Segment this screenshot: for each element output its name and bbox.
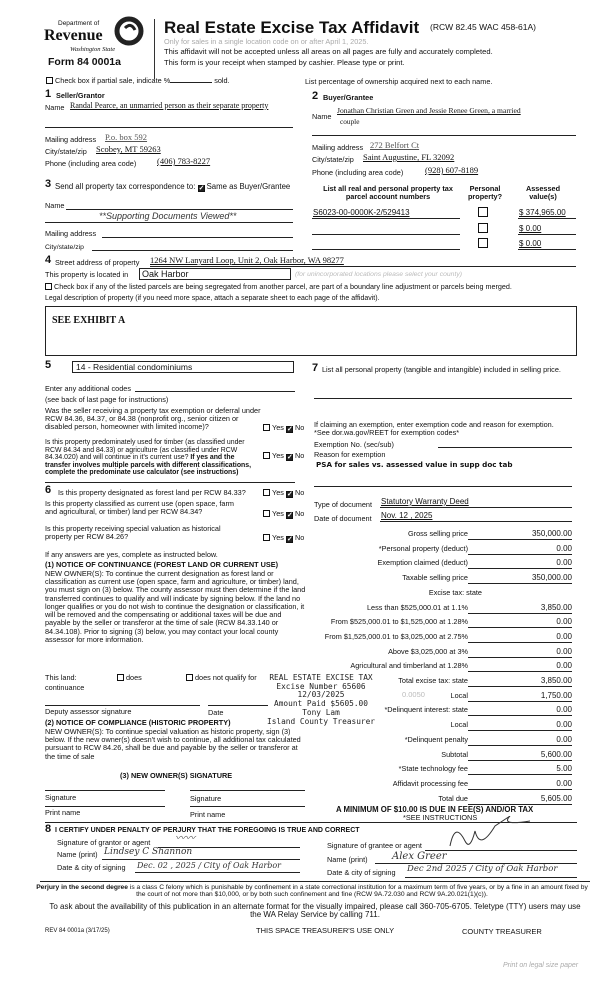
tax-label: Local [450,720,468,730]
seller-name-field[interactable]: Randal Pearce, an unmarried person as their separate property [70,101,269,110]
grantor-signature[interactable]: 〰〰 [175,833,195,844]
located-label: This property is located in [45,270,129,279]
does [117,674,142,682]
deputy-label: Deputy assessor signature [45,707,132,716]
tax-value[interactable]: 0.00 [556,617,572,627]
tax-line [468,554,572,555]
grantor-date-label: Date & city of signing [57,863,126,872]
seller-name-label: Name [45,103,65,112]
personal-property-checkbox[interactable] [478,238,488,248]
land-use-select[interactable]: 14 - Residential condominiums [72,361,294,373]
segregate [45,283,512,291]
corr-mail-line [102,237,293,238]
grantee-date-line [405,877,577,878]
corr-city-line [92,250,293,251]
treasurer-use: THIS SPACE TREASURER'S USE ONLY [256,926,395,935]
legal-description-field[interactable] [45,306,577,356]
perjury-notice [32,884,592,899]
sig-label-2: Signature [190,794,222,803]
no-label: No [294,423,305,432]
tax-label: From $525,000.01 to $1,525,000 at 1.28% [330,617,468,627]
doc-date-field[interactable]: Nov. 12 , 2025 [381,511,433,520]
perjury-bold: Perjury in the second degree [36,884,128,891]
assessed-header-line2: value(s) [529,192,557,202]
street-address-field[interactable]: 1264 NW Lanyard Loop, Unit 2, Oak Harbor, WA 98277 [150,255,344,265]
rcw-reference: (RCW 82.45 WAC 458-61A) [430,22,536,32]
yes-checkbox[interactable] [263,452,270,459]
q-exemption-yesno [263,424,304,433]
grantor-date-line [135,872,300,873]
section-3-number: 3 [45,178,52,190]
tax-line [468,583,572,584]
yes-checkbox[interactable] [263,489,270,496]
legal-label: Legal description of property (if you need more space, attach a separate sheet to each page of the affidavit). [45,295,380,302]
logo-dept: Department of [58,20,100,27]
tax-line [468,774,572,775]
no-label: No [294,451,305,460]
stamp-line-3: 12/03/2025 [297,690,345,700]
grantee-name-field[interactable]: Alex Greer [392,851,447,862]
grantee-date-label: Date & city of signing [327,868,396,877]
doc-date-label: Date of document [314,514,372,523]
tax-line [468,657,572,658]
yes-checkbox[interactable] [263,510,270,517]
perjury-text: is a class C felony which is punishable by confinement in a state correctional institution for a maximum term of five years, or by a fine in an amount fixed by the court of not more than $10,000, or by both such confinement and fine (RCW 9A.72.030 and RCW 9A.20.021(1)(c)). [129,884,588,899]
tax-line [468,627,572,628]
tax-label: *State technology fee [398,764,468,774]
stamp-line-4: Amount Paid $5605.00 [274,699,368,709]
parcel-line [312,218,460,219]
list-pct-note: List percentage of ownership acquired next to each name. [305,77,493,86]
tax-label: Affidavit processing fee [392,778,468,788]
buyer-name-label: Name [312,112,332,121]
no-label: No [294,488,305,497]
yes-checkbox[interactable] [263,424,270,431]
tax-value[interactable]: 0.00 [556,631,572,641]
tax-value[interactable]: 3,850.00 [540,602,572,612]
no-checkbox[interactable]: ✓ [286,512,293,519]
grantee-sig-label: Signature of grantee or agent [327,841,422,850]
personal-header-line1: Personal [469,184,501,193]
tax-line [468,789,572,790]
corr-name-label: Name [45,201,65,210]
section-8-number: 8 [45,823,52,835]
local-rate: 0.0050 [402,690,425,699]
seller-mail-field[interactable]: P.o. box 592 [105,132,148,142]
tax-line [468,686,572,687]
grantor-name-line [102,859,300,860]
tax-label: Local [450,690,468,700]
q-timber-text: Is this property predominately used for timber (as classified under RCW 84.34 and 84.33) or agriculture (as classified under RCW 84.34.020) and will continue in it's current use? [45,439,245,462]
doc-type-field[interactable]: Statutory Warranty Deed [381,497,469,506]
tax-value[interactable]: 350,000.00 [531,573,572,583]
stamp-line-1: REAL ESTATE EXCISE TAX [269,673,373,682]
buyer-mail-label: Mailing address [312,143,364,152]
personal-property-line[interactable] [314,398,572,399]
date-line[interactable] [208,705,268,706]
divider-5-6 [45,482,295,483]
alt-format-notice: To ask about the availability of this publication in an alternate format for the visually impaired, please call 360-705-6705. Teletype (TTY) users may use the WA Relay Service by calling 711. [49,902,581,920]
stamp-line-2: Excise Number 65606 [276,681,366,691]
supporting-docs-stamp: **Supporting Documents Viewed** [99,211,237,221]
assessed-header-line1: Assessed [525,184,561,193]
q-forest-yesno [263,489,304,498]
owner-signature-2[interactable] [190,790,305,791]
tax-line [468,715,572,716]
doc-type-line [380,507,572,508]
partial-sale [46,77,230,85]
grantee-signature[interactable] [440,816,560,852]
tax-value[interactable]: 1,750.00 [540,690,572,700]
exemption-note: If claiming an exemption, enter exemption code and reason for exemption. *See dor.wa.gov/REET for exemption codes* [314,420,554,438]
tax-value[interactable]: 3,850.00 [540,676,572,685]
yes-label: Yes [272,509,284,518]
tax-value[interactable]: 0.00 [556,734,572,744]
assessed-line [518,218,576,219]
notice-3-title: (3) NEW OWNER(S) SIGNATURE [120,771,233,780]
q-current-use: Is this property classified as current use (open space, farm and agricultural, or timber) land per RCW 84.34? [45,499,234,517]
no-checkbox[interactable]: ✓ [286,426,293,433]
tax-label: From $1,525,000.01 to $3,025,000 at 2.75% [324,631,468,641]
no-label: No [294,509,305,518]
page-title: Real Estate Excise Tax Affidavit [164,18,420,37]
dor-logo-icon [114,16,144,46]
section-7-number: 7 [312,362,319,374]
partial-label: Check box if partial sale, indicate % [55,76,171,85]
legal-size-note: Print on legal size paper [503,962,579,969]
seller-phone-label: Phone (including area code) [45,159,137,168]
grantee-sig-line [425,850,577,851]
street-line [150,266,576,267]
q-current-use-yesno [263,510,304,519]
grantor-name-label: Name (print) [57,850,98,859]
buyer-name-cont: couple [340,117,360,126]
doc-date-line [380,521,572,522]
owner-print-2[interactable] [190,806,305,807]
tax-label: Above $3,025,000 at 3% [388,646,468,656]
assessed-value-field[interactable]: $ 0.00 [519,223,542,233]
notice-2-title: (2) NOTICE OF COMPLIANCE (HISTORIC PROPERTY) [45,718,231,727]
deputy-date-label: Date [208,708,224,717]
tax-label: Total due [438,793,468,803]
form-number: Form 84 0001a [48,56,121,68]
stamp-line-5: Tony Lam [302,707,340,717]
yes-checkbox[interactable] [263,534,270,541]
tax-line [468,760,572,761]
tax-line [468,539,572,540]
grantor-name-field[interactable]: Lindsey C Shannon [104,847,193,857]
corr-line [45,222,293,223]
tax-value[interactable]: 0.00 [556,720,572,730]
location-hint: (for unincorporated locations please select your county) [295,271,462,278]
q-exemption: Was the seller receiving a property tax exemption or deferral under RCW 84.36, 84.37, or 84.38 (nonprofit org., senior citizen or disabled person, homeowner with limited income)? [45,406,261,432]
q-timber-yesno [263,452,304,461]
section-1-number: 1 [45,88,52,100]
tax-label: *Delinquent penalty [404,734,468,744]
continuance: continuance [45,683,85,692]
buyer-phone-field[interactable]: (928) 607-8189 [425,165,479,175]
corr-city-label: City/state/zip [45,244,84,251]
notice-1-title: (1) NOTICE OF CONTINUANCE (FOREST LAND OR CURRENT USE) [45,560,279,569]
assessed-value-field[interactable]: $ 0.00 [519,239,542,248]
buyer-city-field[interactable]: Saint Augustine, FL 32092 [363,152,455,162]
seller-title: Seller/Grantor [56,91,105,100]
grantee-name-label: Name (print) [327,855,368,864]
corr-name-line [66,209,293,210]
parcel-number-field[interactable]: S6023-00-0000K-2/529413 [313,208,410,217]
parcel-line [312,234,460,235]
buyer-mail-field[interactable]: 272 Belfort Ct [370,140,420,150]
tax-line [468,613,572,614]
tax-label: Excise tax: state [428,587,482,597]
segregate-checkbox[interactable] [45,283,52,290]
tax-value[interactable]: 0.00 [556,543,572,553]
doc-type-label: Type of document [314,500,373,509]
grantor-date-field[interactable]: Dec. 02 , 2025 / City of Oak Harbor [137,861,281,870]
header-divider [154,19,155,79]
seller-name-line2 [45,127,293,128]
divider-footer [40,881,590,882]
tax-label: Gross selling price [407,529,468,538]
print-label-2: Print name [190,810,226,819]
note-date: Only for sales in a single location code on or after April 1, 2025. [164,37,369,46]
street-label: Street address of property [55,258,140,267]
yes-label: Yes [272,423,284,432]
owner-signature-1[interactable] [45,790,165,791]
tax-value[interactable]: 5,600.00 [540,749,572,759]
tax-label: *Personal property (deduct) [378,543,468,553]
tax-label: Total excise tax: state [398,676,468,685]
buyer-name-line2 [312,135,576,136]
revision: REV 84 0001a (3/17/25) [45,928,110,934]
no-label: No [294,533,305,542]
personal-header [465,185,505,202]
section-2-number: 2 [312,90,319,102]
location-select[interactable]: Oak Harbor [139,268,291,280]
tax-label: Exemption claimed (deduct) [377,558,468,568]
certify-title: I CERTIFY UNDER PENALTY OF PERJURY THAT THE FOREGOING IS TRUE AND CORRECT [55,827,360,834]
note-accept: This affidavit will not be accepted unless all areas on all pages are fully and accurately completed. [164,47,493,56]
buyer-phone-label: Phone (including area code) [312,168,404,177]
partial-sale-checkbox[interactable] [46,77,53,84]
exemption-no-field[interactable] [438,447,572,448]
see-back: (see back of last page for instructions) [45,395,169,404]
assessed-line [518,234,576,235]
tax-label: *Delinquent interest: state [384,705,468,715]
does-not-checkbox[interactable] [186,674,193,681]
stamp-line-6: Island County Treasurer [267,716,375,726]
parcel-header-line2: parcel account numbers [345,192,431,202]
same-as-buyer-checkbox[interactable]: ✓ [198,185,205,192]
section-4-number: 4 [45,254,52,266]
corr-same-label: Same as Buyer/Grantee [206,182,291,191]
corr-label: Send all property tax correspondence to: [55,182,196,191]
does-label: does [126,673,142,682]
owner-print-1[interactable] [45,806,165,807]
tax-line [468,568,572,569]
tax-line [468,671,572,672]
seller-city-field[interactable]: Scobey, MT 59263 [96,144,161,154]
assessed-value-field[interactable]: $ 374,965.00 [519,208,566,217]
does-not-label: does not qualify for [195,673,257,682]
codes-line[interactable] [135,391,295,392]
partial-pct-field[interactable] [170,82,212,83]
tax-value[interactable]: 0.00 [556,558,572,568]
reason-field[interactable]: PSA for sales vs. assessed value in supp doc tab [316,460,513,469]
seller-phone-field[interactable]: (406) 783-8227 [157,156,211,166]
parcel-header [318,185,458,202]
if-yes: If any answers are yes, complete as instructed below. [45,550,218,559]
yes-label: Yes [272,488,284,497]
tax-value[interactable]: 0.00 [556,778,572,788]
tax-value[interactable]: 0.00 [556,705,572,715]
codes-label: Enter any additional codes [45,384,131,393]
tax-line [468,701,572,702]
tax-label: Taxable selling price [402,573,468,583]
yes-label: Yes [272,451,284,460]
grantee-date-field[interactable]: Dec 2nd 2025 / City of Oak Harbor [407,864,558,874]
tax-line [468,745,572,746]
does-checkbox[interactable] [117,674,124,681]
segregate-label: Check box if any of the listed parcels are being segregated from another parcel, are part of a boundary line adjustment or parcels being merged. [54,282,512,291]
legal-text: SEE EXHIBIT A [52,315,126,326]
county-treasurer: COUNTY TREASURER [462,927,542,936]
parcel-line [312,249,460,250]
personal-property-checkbox[interactable] [478,207,488,217]
tax-label: Subtotal [441,749,468,759]
logo-state: Washington State [70,46,116,53]
section-5-number: 5 [45,359,52,371]
logo-revenue: Revenue [44,27,103,44]
notice-2-text: NEW OWNER(S): To continue special valuation as historic property, sign (3) below. If the new owner(s) doesn't wish to continue, all additional tax calculated pursuant to RCW 84.26, shall be due and payable by the seller or transferor at the time of sale [45,727,301,761]
seller-city-label: City/state/zip [45,147,87,156]
print-label-1: Print name [45,808,81,817]
tax-line [468,730,572,731]
does-not [186,674,257,682]
q-timber [45,439,260,477]
sig-label-1: Signature [45,793,77,802]
corr-mail-label: Mailing address [45,229,97,238]
assessed-line [518,249,576,250]
reason-line [314,486,572,487]
reason-label: Reason for exemption [314,450,386,459]
treasurer-stamp [262,674,380,726]
correspondence [55,183,290,192]
note-receipt: This form is your receipt when stamped by cashier. Please type or print. [164,58,405,67]
buyer-city-label: City/state/zip [312,155,354,164]
tax-line [468,642,572,643]
q-timber-note: If yes and the transfer involves multiple parcels with different classifications, complete the predominate use calculator (see instructions) [45,454,252,477]
tax-value[interactable]: 0.00 [556,646,572,656]
no-checkbox[interactable]: ✓ [286,491,293,498]
exemption-no-label: Exemption No. (sec/sub) [314,440,394,449]
tax-value[interactable]: 5,605.00 [540,793,572,803]
deputy-line[interactable] [45,705,200,706]
personal-header-line2: property? [467,192,503,202]
no-checkbox[interactable]: ✓ [286,536,293,543]
no-checkbox[interactable]: ✓ [286,454,293,461]
this-land: This land: [45,673,77,682]
see-instructions: *SEE INSTRUCTIONS [403,813,478,822]
tax-value[interactable]: 0.00 [556,661,572,671]
seller-mail-label: Mailing address [45,135,97,144]
tax-value[interactable]: 5.00 [556,764,572,774]
section-6-number: 6 [45,484,52,496]
personal-property-checkbox[interactable] [478,223,488,233]
q-historic: Is this property receiving special valuation as historical property per RCW 84.26? [45,524,221,542]
assessed-header [518,185,568,202]
partial-sold: sold. [214,76,230,85]
minimum-due: A MINIMUM OF $10.00 IS DUE IN FEE(S) AND/OR TAX [336,805,534,814]
tax-label: Less than $525,000.01 at 1.1% [366,602,468,612]
personal-property-label: List all personal property (tangible and intangible) included in selling price. [322,365,561,374]
buyer-name-field[interactable]: Jonathan Christian Green and Jessie Renee Green, a married [337,106,521,115]
q-historic-yesno [263,534,304,543]
yes-label: Yes [272,533,284,542]
notice-1-text: NEW OWNER(S): To continue the current designation as forest land or classification as current use (open space, farm and agriculture, or timber) land, you must sign on (3) below. The county assessor must then determine if the land transferred continues to qualify and will indicate by signing below. If the land no longer qualifies or you do not wish to continue the designation or classification, it will be removed and the compensating or additional taxes will be due and payable by the seller or transferor at the time of sale (RCW 84.33.140 or 84.34.108). Prior to signing (3) below, you may contact your local county assessor for more information. [45,569,306,644]
q-forest: Is this property designated as forest land per RCW 84.33? [58,488,246,497]
tax-label: Agricultural and timberland at 1.28% [350,661,468,671]
grantor-sig-label: Signature of grantor or agent [57,838,151,847]
parcel-header-line1: List all real and personal property tax [323,184,453,193]
buyer-title: Buyer/Grantee [323,93,374,102]
tax-value[interactable]: 350,000.00 [531,529,572,538]
